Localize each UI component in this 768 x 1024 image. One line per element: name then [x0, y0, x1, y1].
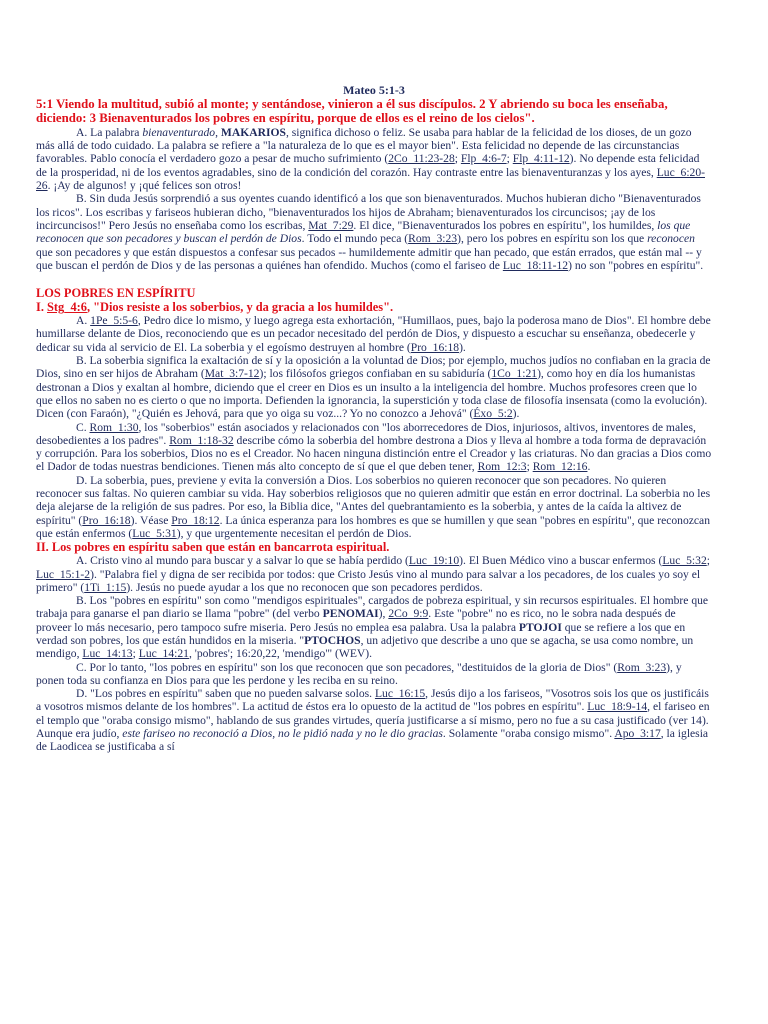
scripture-ref-link[interactable]: Luc_14:21	[138, 647, 189, 661]
scripture-ref-link[interactable]: Rom_12:16	[532, 460, 588, 474]
paragraph-ii-b: B. Los "pobres en espíritu" son como "mendigos espirituales", cargados de pobreza espiritual, y sin recursos espirituales. El hombre que trabaja para ganarse el pan diario se llama "pobre" (del verbo PENOMAI), 2Co_9:9. Este "pobre" no es rico, no le sobra nada después de proveer lo más necesario, pero tampoco sufre miseria. Pero Jesús no emplea esa palabra. Usa la palabra PTOJOI que se refiere a los que en verdad son pobres, los que están hundidos en la miseria. "PTOCHOS, un adjetivo que describe a uno que se agacha, se usa como nombre, un mendigo, Luc_14:13; Luc_14:21, 'pobres'; 16:20,22, 'mendigo'" (WEV).	[36, 594, 709, 661]
point-1-ref-link[interactable]: Stg_4:6	[47, 300, 87, 315]
scripture-ref-link[interactable]: Luc_15:1-2	[36, 567, 91, 581]
scripture-ref-link[interactable]: Pro_16:18	[410, 340, 460, 354]
scripture-ref-link[interactable]: Rom_1:30	[89, 420, 139, 434]
scripture-ref-link[interactable]: Pro_18:12	[171, 513, 220, 527]
scripture-ref-link[interactable]: Luc_5:31	[132, 526, 177, 540]
paragraph-ii-d: D. "Los pobres en espíritu" saben que no pueden salvarse solos. Luc_16:15, Jesús dijo a los fariseos, "Vosotros sois los que os justificáis a vosotros mismos delante de los hombres". La actitud de éstos era lo opuesto de la actitud de "los pobres en espíritu". Luc_18:9-14, el fariseo en el templo que "oraba consigo mismo", hablando de sus grandes virtudes, quería justificarse a sí mismo, pero no fue a su casa justificado (ver 14). Aunque era judío, este fariseo no reconoció a Dios, no le pidió nada y no le dio gracias. Solamente "oraba consigo mismo". Apo_3:17, la iglesia de Laodicea se justificaba a sí	[36, 687, 710, 754]
scripture-ref-link[interactable]: Pro_16:18	[82, 513, 131, 527]
paragraph-i-a: A. 1Pe_5:5-6, Pedro dice lo mismo, y luego agrega esta exhortación, "Humillaos, pues, bajo la poderosa mano de Dios". El hombre debe humillarse delante de Dios, reconociendo que es un pecador necesitado del perdón de Dios, y dispuesto a escuchar su enseñanza, obedecerle y dedicar su vida al servicio de El. La soberbia y el egoísmo destruyen al hombre (Pro_16:18).	[36, 314, 711, 354]
scripture-ref-link[interactable]: Mat_3:7-12	[204, 367, 260, 381]
scripture-ref-link[interactable]: 1Ti_1:15	[84, 580, 127, 594]
scripture-ref-link[interactable]: Luc_6:20-26	[36, 165, 705, 193]
scripture-ref-link[interactable]: Rom_3:23	[408, 232, 458, 246]
point-1-text: , "Dios resiste a los soberbios, y da gracia a los humildes".	[86, 300, 394, 315]
scripture-ref-link[interactable]: 1Co_1:21	[491, 367, 538, 381]
point-1-heading	[36, 300, 712, 314]
scripture-ref-link[interactable]: Luc_19:10	[408, 554, 460, 568]
scripture-ref-link[interactable]: Éxo_5:2	[473, 407, 513, 421]
scripture-ref-link[interactable]: Flp_4:11-12	[512, 152, 570, 166]
scripture-ref-link[interactable]: 1Pe_5:5-6	[90, 314, 138, 328]
scripture-ref-link[interactable]: Luc_18:11-12	[502, 258, 569, 272]
scripture-ref-link[interactable]: Rom_12:3	[477, 460, 527, 474]
scripture-ref-link[interactable]: Luc_18:9-14	[587, 700, 648, 714]
paragraph-i-c: C. Rom_1:30, los "soberbios" están asociados y relacionados con "los aborrecedores de Dios, injuriosos, altivos, inventores de males, desobedientes a los padres". Rom_1:18-32 describe cómo la soberbia del hombre destrona a Dios y lleva al hombre a toda forma de depravación y corrupción. Para los soberbios, Dios no es el Creador. No hacen ninguna distinción entre el Creador y las criaturas. No dan gracias a Dios como el Dador de todas nuestras bendiciones. Tienen más alto concepto de sí que el que deben tener, Rom_12:3; Rom_12:16.	[36, 420, 712, 474]
scripture-ref-link[interactable]: Mat_7:29	[308, 218, 354, 232]
scripture-ref-link[interactable]: Apo_3:17	[614, 727, 661, 741]
section-heading: LOS POBRES EN ESPÍRITU	[36, 286, 196, 301]
scripture-ref-link[interactable]: Flp_4:6-7	[460, 152, 507, 166]
scripture-ref-link[interactable]: Luc_16:15	[374, 687, 426, 701]
scripture-ref-link[interactable]: Rom_1:18-32	[169, 433, 234, 447]
scripture-ref-link[interactable]: Rom_3:23	[617, 660, 667, 674]
paragraph-i-b: B. La soberbia significa la exaltación de sí y la oposición a la voluntad de Dios; por ejemplo, muchos judíos no confiaban en la gracia de Dios, sino en ser hijos de Abraham (Mat_3:7-12); los filósofos griegos confiaban en su sabiduría (1Co_1:21), como hoy en día los humanistas destronan a Dios y exaltan al hombre, diciendo que el creer en Dios es un insulto a la inteligencia del hombre. Muchos profesores creen que lo que ellos no saben no es cierto o que no importa. Defienden la ignorancia, la superstición y toda clase de filosofía insensata (como la evolución). Dicen (con Faraón), "¿Quién es Jehová, para que yo oiga su voz...? Yo no conozco a Jehová" (Éxo_5:2).	[36, 354, 711, 421]
paragraph-a: A. La palabra bienaventurado, MAKARIOS, significa dichoso o feliz. Se usaba para hablar de la felicidad de los dioses, de un gozo más allá de todo cuidado. La palabra se refiere a "la naturaleza de lo que es el mayor bien". Esta felicidad no depende de las circunstancias favorables. Pablo conocía el verdadero gozo a pesar de mucho sufrimiento (2Co_11:23-28; Flp_4:6-7; Flp_4:11-12). No depende esta felicidad de la prosperidad, ni de los eventos agradables, sino de la condición del corazón. Hay contraste entre las bienaventuranzas y los ayes, Luc_6:20-26. ¡Ay de algunos! y ¡qué felices son otros!	[36, 125, 705, 193]
scripture-ref-link[interactable]: 2Co_9:9	[388, 607, 429, 621]
paragraph-i-d: D. La soberbia, pues, previene y evita la conversión a Dios. Los soberbios no quieren reconocer que son pecadores. No quieren reconocer sus faltas. No quieren cambiar su vida. Hay soberbios religiosos que no quieren admitir que están en error doctrinal. La soberbia no les deja alejarse de la religión de sus padres. Por eso, la Biblia dice, "Antes del quebrantamiento es la soberbia, y antes de la caída la altivez de espíritu" (Pro_16:18). Véase Pro_18:12. La única esperanza para los hombres es que se humillen y que sean "pobres en espíritu", que reconozcan que están enfermos (Luc_5:31), y que urgentemente necesitan el perdón de Dios.	[36, 473, 711, 540]
paragraph-b: B. Sin duda Jesús sorprendió a sus oyentes cuando identificó a los que son bienaventurados. Muchos hubieran dicho "Bienaventurados los ricos". Los escribas y fariseos hubieran dicho, "bienaventurados los hijos de Abraham; bienaventurados los circuncisos; ¡ay de los incircuncisos!" Pero Jesús no enseñaba como los escribas, Mat_7:29. El dice, "Bienaventurados los pobres en espíritu", los humildes, los que reconocen que son pecadores y buscan el perdón de Dios. Todo el mundo peca (Rom_3:23), pero los pobres en espíritu son los que reconocen que son pecadores y que están dispuestos a confesar sus pecados -- humildemente admitir que han pecado, que están errados, que están mal -- y que buscan el perdón de Dios y de las personas a quiénes han ofendido. Muchos (como el fariseo de Luc_18:11-12) no son "pobres en espíritu".	[36, 192, 704, 272]
scripture-ref-link[interactable]: Luc_5:32	[662, 554, 707, 568]
scripture-ref-link[interactable]: Luc_14:13	[82, 647, 133, 661]
scripture-ref-link[interactable]: 2Co_11:23-28	[388, 152, 455, 166]
point-2-heading: II. Los pobres en espíritu saben que están en bancarrota espiritual.	[36, 540, 390, 555]
intro-verse: 5:1 Viendo la multitud, subió al monte; y sentándose, vinieron a él sus discípulos. 2 Y abriendo su boca les enseñaba, diciendo: 3 Bienaventurados los pobres en espíritu, porque de ellos es el reino de los cielos".	[36, 97, 668, 126]
point-1-prefix: I.	[36, 300, 48, 315]
paragraph-ii-a: A. Cristo vino al mundo para buscar y a salvar lo que se había perdido (Luc_19:10). El Buen Médico vino a buscar enfermos (Luc_5:32; Luc_15:1-2). "Palabra fiel y digna de ser recibida por todos: que Cristo Jesús vino al mundo para salvar a los pecadores, de los cuales yo soy el primero" (1Ti_1:15). Jesús no puede ayudar a los que no reconocen que son pecadores perdidos.	[36, 554, 710, 594]
document-title: Mateo 5:1-3	[343, 83, 405, 97]
paragraph-ii-c: C. Por lo tanto, "los pobres en espíritu" son los que reconocen que son pecadores, "destituidos de la gloria de Dios" (Rom_3:23), y ponen toda su confianza en Dios para que les perdone y les reciba en su reino.	[36, 660, 682, 687]
